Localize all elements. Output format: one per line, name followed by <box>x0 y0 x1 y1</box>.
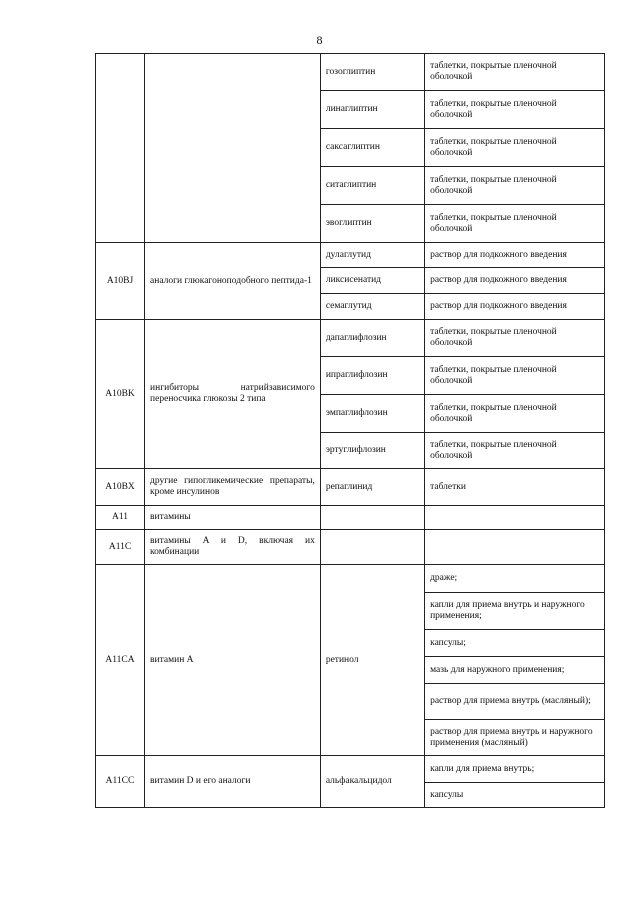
table-body <box>96 54 605 808</box>
table-row <box>96 469 605 506</box>
drug-name <box>320 530 424 565</box>
dosage-form: раствор для приема внутрь и наружного применения (масляный) <box>425 720 605 756</box>
atc-group-name: витамин A <box>145 565 321 756</box>
atc-group-name: аналоги глюкагоноподобного пептида-1 <box>145 243 321 320</box>
atc-code: A11CA <box>96 565 145 756</box>
dosage-form: таблетки <box>425 469 605 506</box>
dosage-form: капли для приема внутрь; <box>425 756 605 783</box>
table-row <box>96 506 605 530</box>
drug-name <box>320 506 424 530</box>
dosage-form: раствор для подкожного введения <box>425 268 605 294</box>
drug-table <box>95 53 605 808</box>
table-row <box>96 320 605 357</box>
drug-name: гозоглиптин <box>320 54 424 91</box>
drug-name: эвоглиптин <box>320 205 424 243</box>
dosage-form: таблетки, покрытые пленочной оболочкой <box>425 205 605 243</box>
dosage-form: таблетки, покрытые пленочной оболочкой <box>425 129 605 167</box>
drug-name: саксаглиптин <box>320 129 424 167</box>
atc-code: A11C <box>96 530 145 565</box>
drug-name: ипраглифлозин <box>320 357 424 395</box>
table-row <box>96 243 605 268</box>
dosage-form: таблетки, покрытые пленочной оболочкой <box>425 433 605 469</box>
drug-name: линаглиптин <box>320 91 424 129</box>
drug-name: репаглинид <box>320 469 424 506</box>
atc-group-name: другие гипогликемические препараты, кроме инсулинов <box>145 469 321 506</box>
dosage-form: таблетки, покрытые пленочной оболочкой <box>425 91 605 129</box>
drug-name: ситаглиптин <box>320 167 424 205</box>
drug-name: дулаглутид <box>320 243 424 268</box>
dosage-form: раствор для подкожного введения <box>425 294 605 320</box>
atc-code: A11 <box>96 506 145 530</box>
atc-group-name: витамины A и D, включая их комбинации <box>145 530 321 565</box>
dosage-form: капсулы; <box>425 630 605 657</box>
dosage-form <box>425 530 605 565</box>
table-row <box>96 530 605 565</box>
page-number: 8 <box>316 33 323 47</box>
dosage-form: мазь для наружного применения; <box>425 657 605 684</box>
table-row <box>96 54 605 91</box>
dosage-form: таблетки, покрытые пленочной оболочкой <box>425 54 605 91</box>
dosage-form: раствор для приема внутрь (масляный); <box>425 684 605 720</box>
dosage-form: капли для приема внутрь и наружного применения; <box>425 593 605 630</box>
atc-group-name <box>145 54 321 243</box>
table-row <box>96 756 605 783</box>
drug-name: альфакальцидол <box>320 756 424 808</box>
atc-group-name: витамины <box>145 506 321 530</box>
drug-name: ликсисенатид <box>320 268 424 294</box>
atc-group-name: витамин D и его аналоги <box>145 756 321 808</box>
drug-name: семаглутид <box>320 294 424 320</box>
drug-name: эртуглифлозин <box>320 433 424 469</box>
atc-code: A10BX <box>96 469 145 506</box>
dosage-form: таблетки, покрытые пленочной оболочкой <box>425 167 605 205</box>
dosage-form: таблетки, покрытые пленочной оболочкой <box>425 320 605 357</box>
atc-code: A10BJ <box>96 243 145 320</box>
dosage-form: таблетки, покрытые пленочной оболочкой <box>425 357 605 395</box>
atc-code: A10BK <box>96 320 145 469</box>
dosage-form: таблетки, покрытые пленочной оболочкой <box>425 395 605 433</box>
atc-code <box>96 54 145 243</box>
drug-name: ретинол <box>320 565 424 756</box>
dosage-form <box>425 506 605 530</box>
table-row <box>96 565 605 593</box>
atc-group-name: ингибиторы натрийзависимого переносчика глюкозы 2 типа <box>145 320 321 469</box>
dosage-form: капсулы <box>425 783 605 808</box>
dosage-form: раствор для подкожного введения <box>425 243 605 268</box>
drug-name: дапаглифлозин <box>320 320 424 357</box>
dosage-form: драже; <box>425 565 605 593</box>
drug-name: эмпаглифлозин <box>320 395 424 433</box>
atc-code: A11CC <box>96 756 145 808</box>
